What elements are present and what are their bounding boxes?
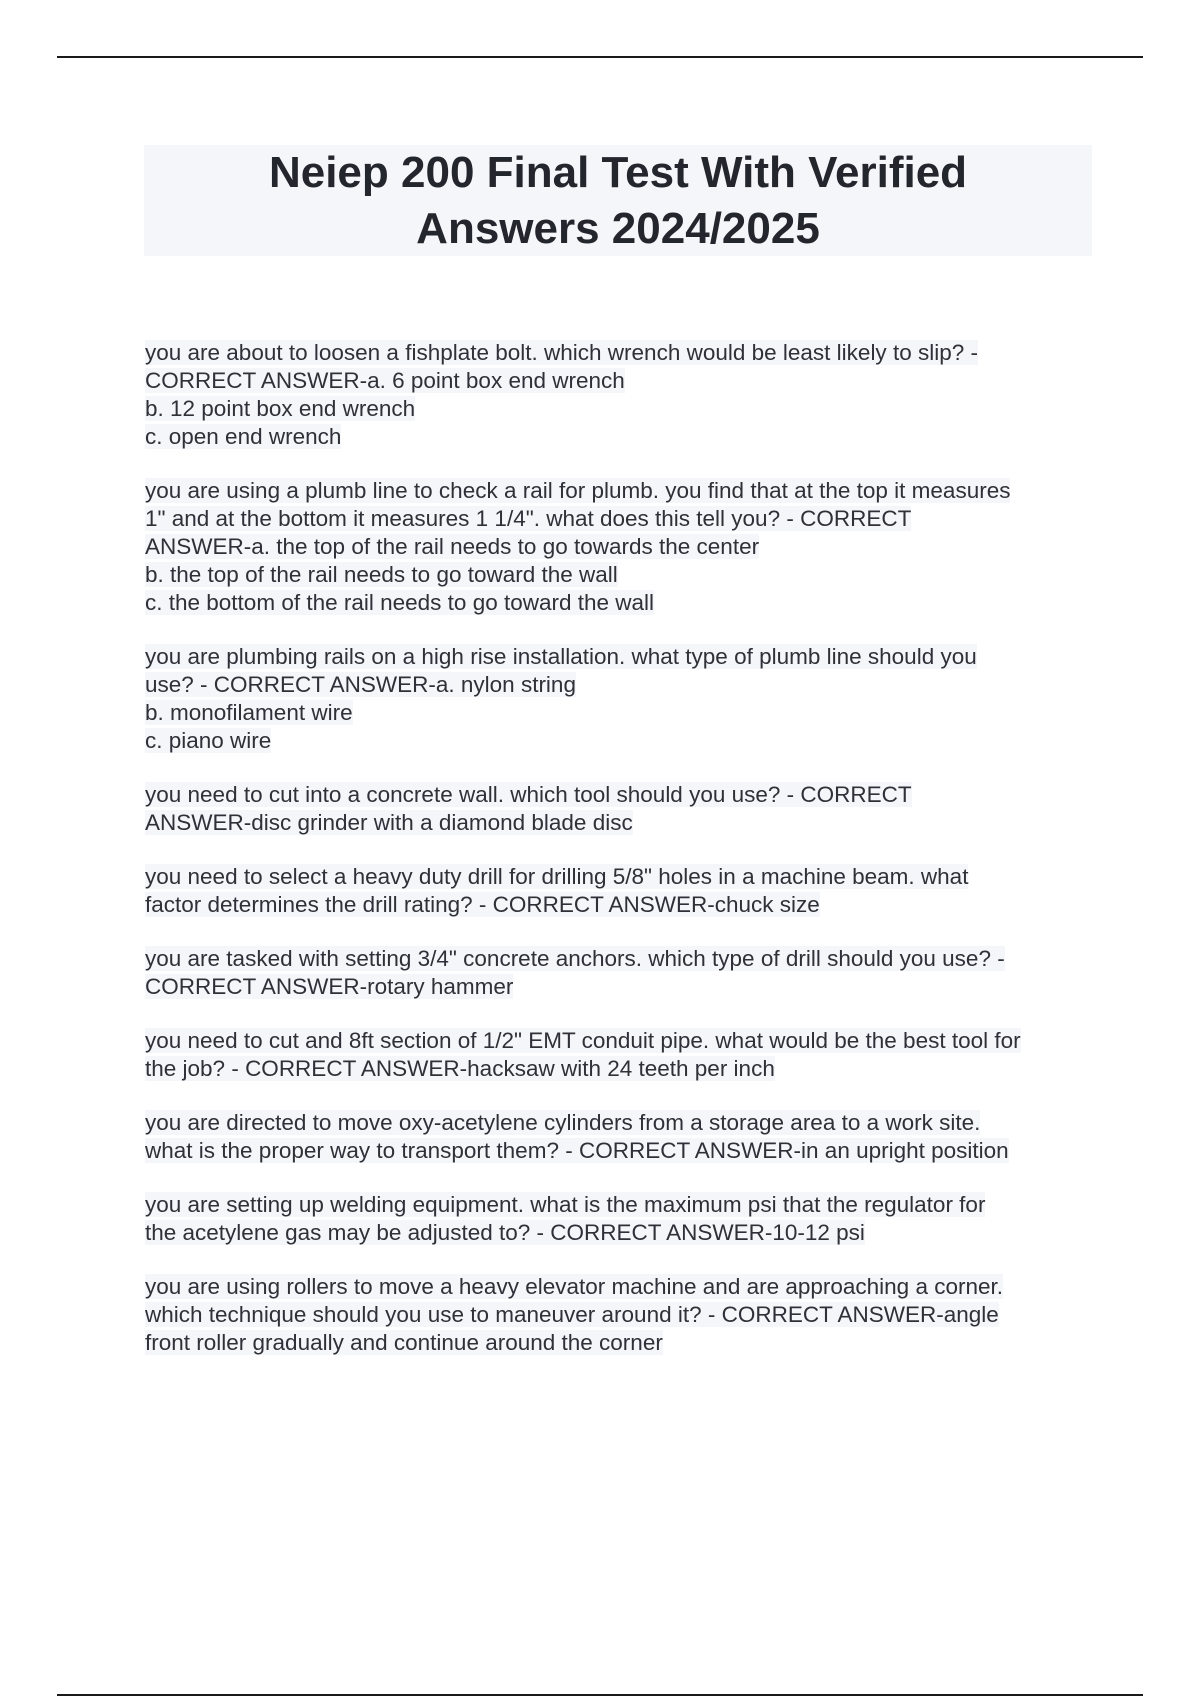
question-line-text: front roller gradually and continue around the corner — [145, 1330, 663, 1355]
header-rule — [57, 56, 1143, 58]
question-line — [145, 367, 1095, 395]
question-line — [145, 973, 1095, 1001]
document-title — [269, 145, 967, 257]
question-line — [145, 699, 1095, 727]
question-line-text: you need to cut into a concrete wall. which tool should you use? - CORRECT — [145, 782, 912, 807]
question-item — [145, 339, 1095, 451]
question-line — [145, 781, 1095, 809]
question-line-text: c. the bottom of the rail needs to go toward the wall — [145, 590, 655, 615]
title-line-1: Neiep 200 Final Test With Verified — [268, 147, 968, 197]
question-line-text: 1" and at the bottom it measures 1 1/4". what does this tell you? - CORRECT — [145, 506, 912, 531]
question-line-text: b. 12 point box end wrench — [145, 396, 416, 421]
footer-rule — [57, 1694, 1143, 1696]
question-line — [145, 863, 1095, 891]
question-line-text: b. the top of the rail needs to go toward the wall — [145, 562, 618, 587]
question-line — [145, 1055, 1095, 1083]
question-line-text: b. monofilament wire — [145, 700, 353, 725]
question-line — [145, 1191, 1095, 1219]
question-item — [145, 1109, 1095, 1165]
question-line — [145, 505, 1095, 533]
question-line-text: use? - CORRECT ANSWER-a. nylon string — [145, 672, 576, 697]
question-line-text: you are about to loosen a fishplate bolt. which wrench would be least likely to slip? - — [145, 340, 978, 365]
question-line — [145, 589, 1095, 617]
question-line-text: c. piano wire — [145, 728, 272, 753]
question-item — [145, 1273, 1095, 1357]
question-line-text: the job? - CORRECT ANSWER-hacksaw with 24 teeth per inch — [145, 1056, 775, 1081]
question-line-text: the acetylene gas may be adjusted to? - CORRECT ANSWER-10-12 psi — [145, 1220, 865, 1245]
question-item — [145, 1191, 1095, 1247]
question-item — [145, 781, 1095, 837]
question-line-text: which technique should you use to maneuver around it? - CORRECT ANSWER-angle — [145, 1302, 999, 1327]
question-item — [145, 863, 1095, 919]
question-item — [145, 945, 1095, 1001]
question-line — [145, 1109, 1095, 1137]
question-line — [145, 1301, 1095, 1329]
question-line-text: you are directed to move oxy-acetylene cylinders from a storage area to a work site. — [145, 1110, 981, 1135]
question-line — [145, 1273, 1095, 1301]
question-line — [145, 1219, 1095, 1247]
question-line — [145, 1329, 1095, 1357]
question-line — [145, 945, 1095, 973]
question-line-text: CORRECT ANSWER-rotary hammer — [145, 974, 514, 999]
question-line-text: ANSWER-disc grinder with a diamond blade disc — [145, 810, 633, 835]
question-line-text: what is the proper way to transport them? - CORRECT ANSWER-in an upright position — [145, 1138, 1009, 1163]
question-item — [145, 477, 1095, 617]
question-line-text: you need to cut and 8ft section of 1/2" EMT conduit pipe. what would be the best tool for — [145, 1028, 1021, 1053]
question-line — [145, 809, 1095, 837]
question-line-text: you are using a plumb line to check a rail for plumb. you find that at the top it measures — [145, 478, 1011, 503]
question-line-text: you are using rollers to move a heavy elevator machine and are approaching a corner. — [145, 1274, 1003, 1299]
question-line-text: c. open end wrench — [145, 424, 342, 449]
title-banner — [144, 145, 1092, 256]
question-line-text: you are setting up welding equipment. what is the maximum psi that the regulator for — [145, 1192, 986, 1217]
question-line — [145, 891, 1095, 919]
question-line-text: you need to select a heavy duty drill for drilling 5/8" holes in a machine beam. what — [145, 864, 969, 889]
question-line — [145, 1027, 1095, 1055]
question-line — [145, 561, 1095, 589]
question-line — [145, 423, 1095, 451]
question-line — [145, 671, 1095, 699]
question-item — [145, 1027, 1095, 1083]
question-line-text: CORRECT ANSWER-a. 6 point box end wrench — [145, 368, 625, 393]
question-line — [145, 727, 1095, 755]
question-line — [145, 477, 1095, 505]
question-list — [145, 339, 1095, 1383]
question-line — [145, 643, 1095, 671]
question-item — [145, 643, 1095, 755]
question-line-text: you are tasked with setting 3/4" concrete anchors. which type of drill should you use? - — [145, 946, 1005, 971]
question-line — [145, 1137, 1095, 1165]
question-line — [145, 339, 1095, 367]
question-line-text: ANSWER-a. the top of the rail needs to go towards the center — [145, 534, 760, 559]
question-line — [145, 395, 1095, 423]
question-line-text: you are plumbing rails on a high rise installation. what type of plumb line should you — [145, 644, 977, 669]
question-line — [145, 533, 1095, 561]
title-line-2: Answers 2024/2025 — [416, 203, 820, 253]
question-line-text: factor determines the drill rating? - CORRECT ANSWER-chuck size — [145, 892, 820, 917]
